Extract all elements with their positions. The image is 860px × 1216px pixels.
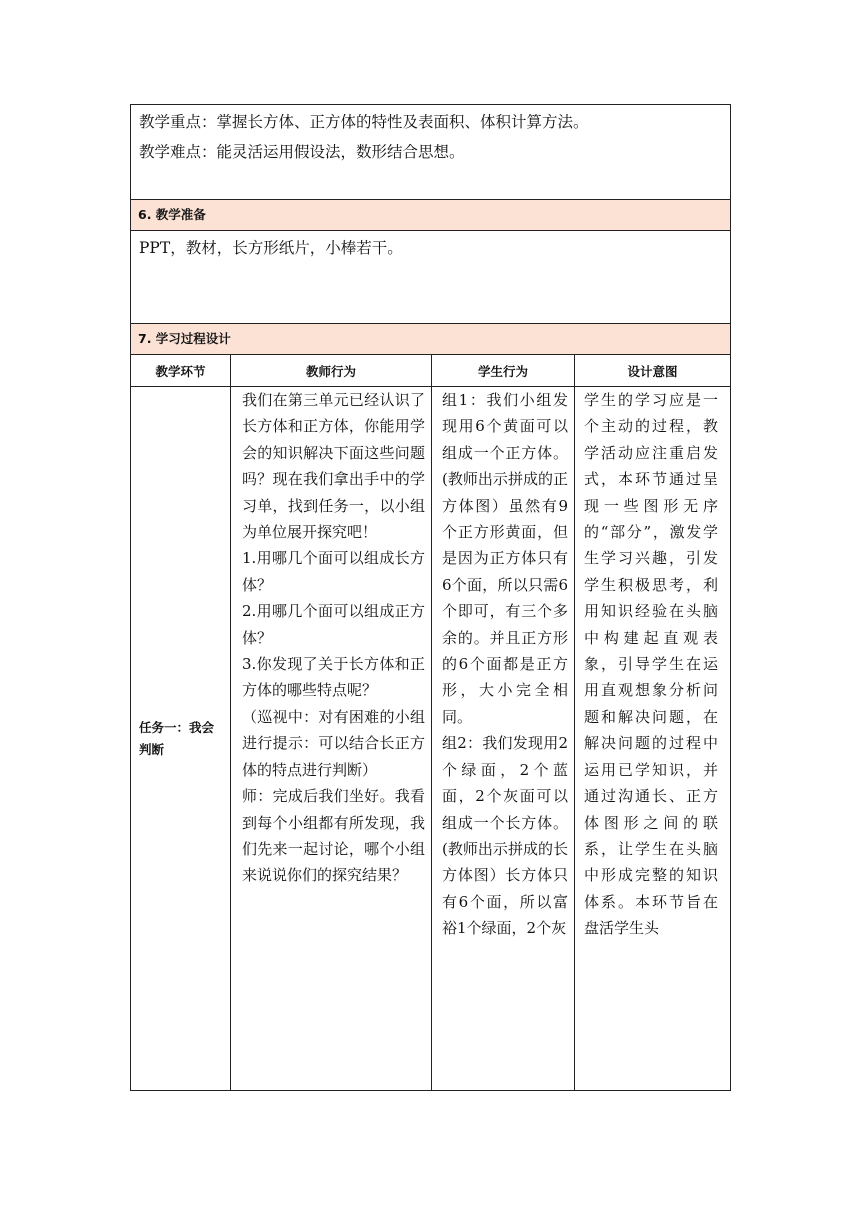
section-6-title: 6. 教学准备 (131, 200, 731, 231)
teacher-question-3: 3.你发现了关于长方体和正方体的哪些特点呢？ (242, 655, 425, 700)
task-stage-label: 任务一：我会判断 (131, 387, 231, 1091)
column-header-student: 学生行为 (432, 355, 575, 387)
teacher-summary: 师：完成后我们坐好。我看到每个小组都有所发现，我们先来一起讨论，哪个小组来说说你们的探究结果？ (242, 787, 425, 885)
section-7-title: 7. 学习过程设计 (131, 324, 731, 355)
focus-row (131, 105, 731, 200)
task-row (131, 387, 731, 1091)
teaching-key-point: 教学重点：掌握长方体、正方体的特性及表面积、体积计算方法。 (139, 113, 589, 131)
column-header-intent: 设计意图 (575, 355, 731, 387)
section-6-content-row (131, 231, 731, 324)
column-header-teacher: 教师行为 (231, 355, 432, 387)
section-7-header-row (131, 324, 731, 355)
column-header-stage: 教学环节 (131, 355, 231, 387)
teaching-preparation: PPT，教材，长方形纸片，小棒若干。 (131, 231, 731, 324)
design-intent-text: 学生的学习应是一个主动的过程，教学活动应注重启发式，本环节通过呈现一些图形无序的“部分”，激发学生学习兴趣，引发学生积极思考，利用知识经验在头脑中构建起直观表象，引导学生在运用直观想象分析问题和解决问题，在解决问题的过程中运用已学知识，并通过沟通长、正方体图形之间的联系，让学生在头脑中形成完整的知识体系。本环节旨在盘活学生头 (584, 391, 719, 938)
student-group-2: 组2：我们发现用2个绿面，2个蓝面，2个灰面可以组成一个长方体。(教师出示拼成的长方体图）长方体只有6个面，所以富裕1个绿面，2个灰 (442, 734, 568, 938)
teaching-difficulty: 教学难点：能灵活运用假设法，数形结合思想。 (139, 143, 465, 161)
teacher-question-2: 2.用哪几个面可以组成正方体？ (242, 602, 425, 647)
student-group-1: 组1：我们小组发现用6个黄面可以组成一个正方体。(教师出示拼成的正方体图）虽然有9个正方形黄面，但是因为正方体只有6个面，所以只需6个即可，有三个多余的。并且正方形的6个面都是正方形，大小完全相同。 (442, 391, 568, 726)
lesson-plan-page (130, 104, 730, 1091)
teaching-focus-cell (131, 105, 731, 200)
column-header-row (131, 355, 731, 387)
design-intent-cell (575, 387, 731, 1091)
teacher-intro: 我们在第三单元已经认识了长方体和正方体，你能用学会的知识解决下面这些问题吗？现在我们拿出手中的学习单，找到任务一，以小组为单位展开探究吧！ (242, 391, 425, 542)
teacher-behavior-cell (231, 387, 432, 1091)
teacher-question-1: 1.用哪几个面可以组成长方体？ (242, 549, 425, 594)
section-6-header-row (131, 200, 731, 231)
teacher-patrol-note: （巡视中：对有困难的小组进行提示：可以结合长正方体的特点进行判断） (242, 707, 425, 779)
lesson-plan-table (130, 104, 731, 1091)
student-behavior-cell (432, 387, 575, 1091)
